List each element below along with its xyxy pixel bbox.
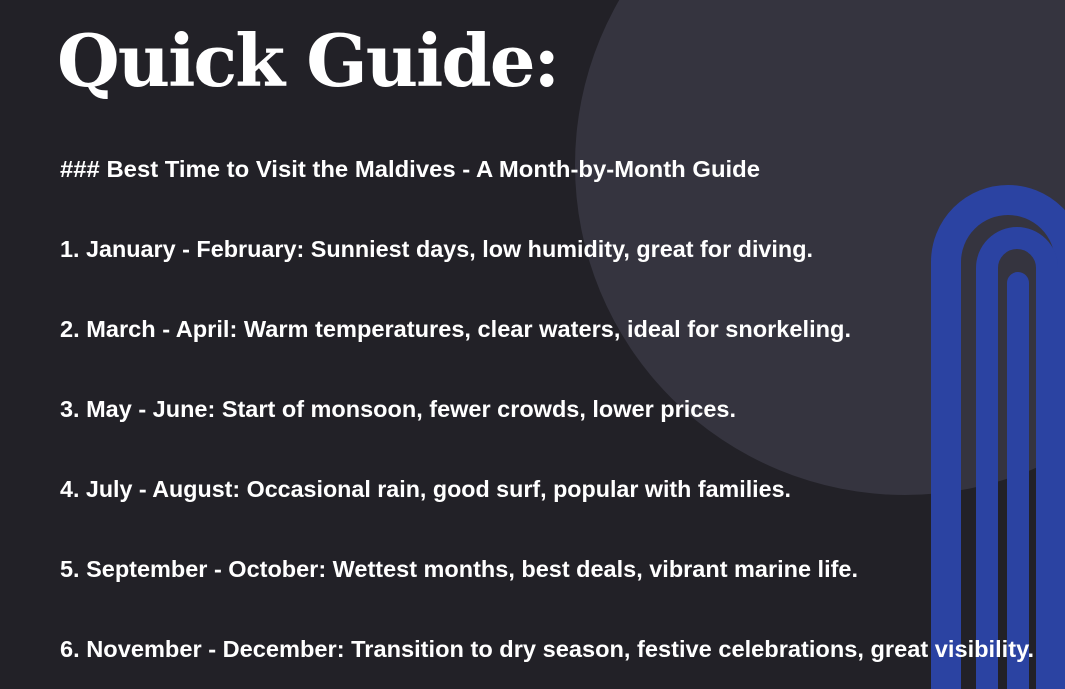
guide-item-1: 1. January - February: Sunniest days, low humidity, great for diving. [60,236,813,262]
guide-item-4: 4. July - August: Occasional rain, good surf, popular with families. [60,476,791,502]
page-title: Quick Guide: [57,18,559,103]
guide-item-3: 3. May - June: Start of monsoon, fewer crowds, lower prices. [60,396,736,422]
guide-item-2: 2. March - April: Warm temperatures, clear waters, ideal for snorkeling. [60,316,851,342]
guide-item-6: 6. November - December: Transition to dry season, festive celebrations, great visibility. [60,636,1034,662]
guide-item-5: 5. September - October: Wettest months, best deals, vibrant marine life. [60,556,858,582]
guide-heading: ### Best Time to Visit the Maldives - A Month-by-Month Guide [60,156,760,182]
